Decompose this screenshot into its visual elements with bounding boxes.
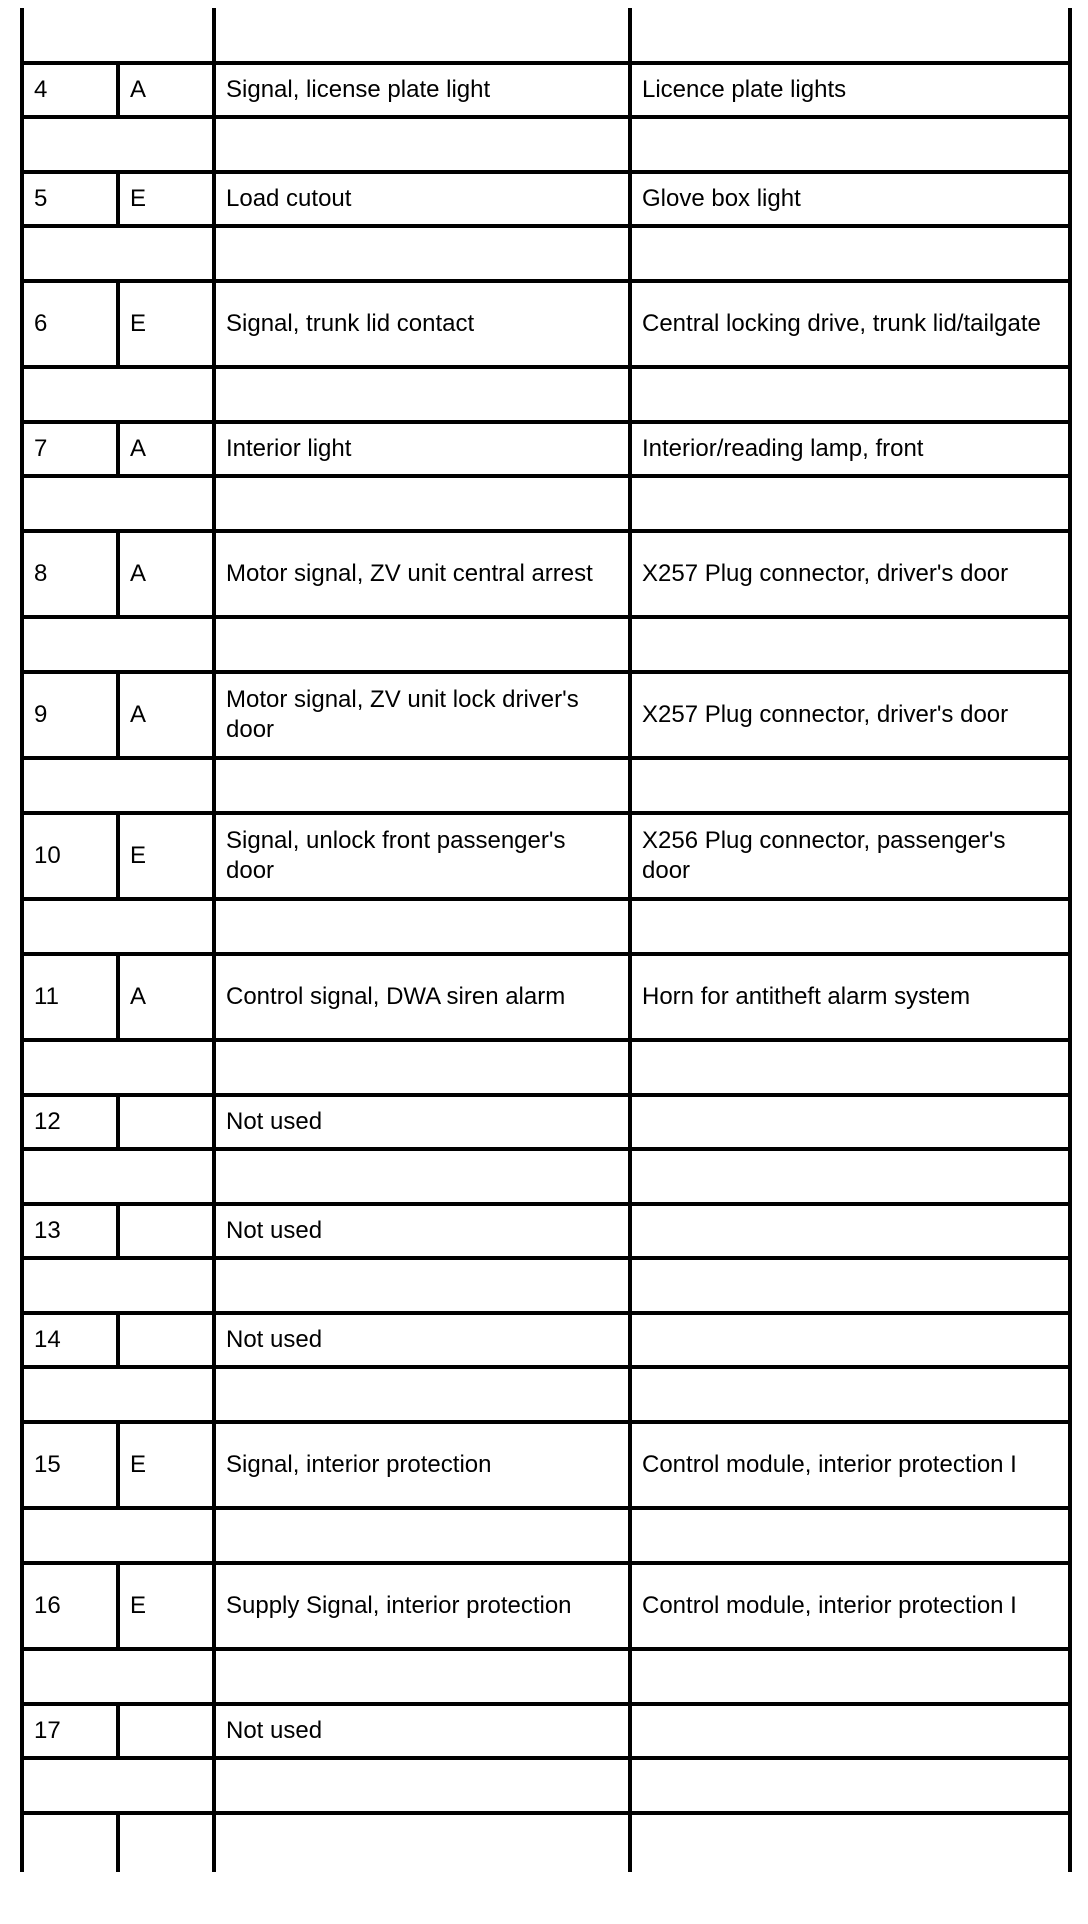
spacer-row bbox=[22, 1367, 1070, 1422]
component-cell bbox=[630, 1704, 1070, 1758]
pin-number-cell: 12 bbox=[22, 1095, 118, 1149]
signal-description-cell: Not used bbox=[214, 1095, 630, 1149]
empty-cell bbox=[214, 1813, 630, 1872]
signal-description-cell: Load cutout bbox=[214, 172, 630, 226]
component-cell bbox=[630, 1313, 1070, 1367]
table-row-pin-4 bbox=[22, 63, 1070, 117]
signal-type-cell: E bbox=[118, 1422, 214, 1508]
signal-type-cell: A bbox=[118, 531, 214, 617]
table-row-pin-7 bbox=[22, 422, 1070, 476]
pin-number-cell: 9 bbox=[22, 672, 118, 758]
spacer-row bbox=[22, 367, 1070, 422]
signal-description-cell: Interior light bbox=[214, 422, 630, 476]
pin-number-cell: 7 bbox=[22, 422, 118, 476]
pin-number-cell: 16 bbox=[22, 1563, 118, 1649]
empty-cell bbox=[118, 1813, 214, 1872]
pin-number-cell: 10 bbox=[22, 813, 118, 899]
signal-description-cell: Supply Signal, interior protection bbox=[214, 1563, 630, 1649]
signal-description-cell: Not used bbox=[214, 1704, 630, 1758]
signal-description-cell: Signal, trunk lid contact bbox=[214, 281, 630, 367]
signal-description-cell: Motor signal, ZV unit central arrest bbox=[214, 531, 630, 617]
pin-number-cell: 11 bbox=[22, 954, 118, 1040]
table-row-pin-17 bbox=[22, 1704, 1070, 1758]
spacer-row bbox=[22, 1758, 1070, 1813]
component-cell: Glove box light bbox=[630, 172, 1070, 226]
signal-type-cell bbox=[118, 1704, 214, 1758]
table-row-pin-14 bbox=[22, 1313, 1070, 1367]
table-row-pin-11 bbox=[22, 954, 1070, 1040]
table-row-pin-16 bbox=[22, 1563, 1070, 1649]
signal-description-cell: Control signal, DWA siren alarm bbox=[214, 954, 630, 1040]
component-cell: Central locking drive, trunk lid/tailgate bbox=[630, 281, 1070, 367]
signal-type-cell bbox=[118, 1313, 214, 1367]
signal-description-cell: Not used bbox=[214, 1204, 630, 1258]
spacer-row bbox=[22, 617, 1070, 672]
pin-number-cell: 5 bbox=[22, 172, 118, 226]
component-cell: Control module, interior protection I bbox=[630, 1563, 1070, 1649]
spacer-row bbox=[22, 1258, 1070, 1313]
component-cell: X257 Plug connector, driver's door bbox=[630, 672, 1070, 758]
signal-type-cell bbox=[118, 1095, 214, 1149]
signal-type-cell: A bbox=[118, 422, 214, 476]
table-row-pin-13 bbox=[22, 1204, 1070, 1258]
table-row-continuation-bottom bbox=[22, 1813, 1070, 1872]
spacer-row bbox=[22, 117, 1070, 172]
table-row-pin-5 bbox=[22, 172, 1070, 226]
component-cell: X256 Plug connector, passenger's door bbox=[630, 813, 1070, 899]
component-cell: Licence plate lights bbox=[630, 63, 1070, 117]
empty-cell bbox=[630, 8, 1070, 63]
component-cell: Horn for antitheft alarm system bbox=[630, 954, 1070, 1040]
component-cell: X257 Plug connector, driver's door bbox=[630, 531, 1070, 617]
signal-type-cell: A bbox=[118, 63, 214, 117]
pin-number-cell: 8 bbox=[22, 531, 118, 617]
signal-description-cell: Not used bbox=[214, 1313, 630, 1367]
pin-number-cell: 4 bbox=[22, 63, 118, 117]
table-row-pin-15 bbox=[22, 1422, 1070, 1508]
spacer-row bbox=[22, 758, 1070, 813]
table-row-pin-12 bbox=[22, 1095, 1070, 1149]
table-row-pin-10 bbox=[22, 813, 1070, 899]
signal-type-cell: A bbox=[118, 954, 214, 1040]
table-row-pin-6 bbox=[22, 281, 1070, 367]
signal-type-cell: E bbox=[118, 813, 214, 899]
spacer-row bbox=[22, 1508, 1070, 1563]
table-row-pin-8 bbox=[22, 531, 1070, 617]
empty-cell bbox=[630, 1813, 1070, 1872]
signal-description-cell: Motor signal, ZV unit lock driver's door bbox=[214, 672, 630, 758]
pin-number-cell: 13 bbox=[22, 1204, 118, 1258]
signal-type-cell: E bbox=[118, 281, 214, 367]
spacer-row bbox=[22, 1149, 1070, 1204]
spacer-row bbox=[22, 226, 1070, 281]
spacer-row bbox=[22, 1040, 1070, 1095]
spacer-row bbox=[22, 476, 1070, 531]
pin-number-cell: 15 bbox=[22, 1422, 118, 1508]
signal-description-cell: Signal, license plate light bbox=[214, 63, 630, 117]
table-row-continuation-top bbox=[22, 8, 1070, 63]
pin-assignment-table bbox=[20, 8, 1072, 1872]
signal-type-cell: A bbox=[118, 672, 214, 758]
empty-cell bbox=[214, 8, 630, 63]
component-cell bbox=[630, 1204, 1070, 1258]
empty-cell bbox=[22, 1813, 118, 1872]
spacer-row bbox=[22, 899, 1070, 954]
signal-description-cell: Signal, interior protection bbox=[214, 1422, 630, 1508]
signal-type-cell: E bbox=[118, 1563, 214, 1649]
pin-number-cell: 17 bbox=[22, 1704, 118, 1758]
component-cell: Interior/reading lamp, front bbox=[630, 422, 1070, 476]
component-cell: Control module, interior protection I bbox=[630, 1422, 1070, 1508]
signal-description-cell: Signal, unlock front passenger's door bbox=[214, 813, 630, 899]
component-cell bbox=[630, 1095, 1070, 1149]
empty-cell bbox=[22, 8, 214, 63]
signal-type-cell bbox=[118, 1204, 214, 1258]
pin-number-cell: 14 bbox=[22, 1313, 118, 1367]
table-row-pin-9 bbox=[22, 672, 1070, 758]
signal-type-cell: E bbox=[118, 172, 214, 226]
spacer-row bbox=[22, 1649, 1070, 1704]
pin-number-cell: 6 bbox=[22, 281, 118, 367]
